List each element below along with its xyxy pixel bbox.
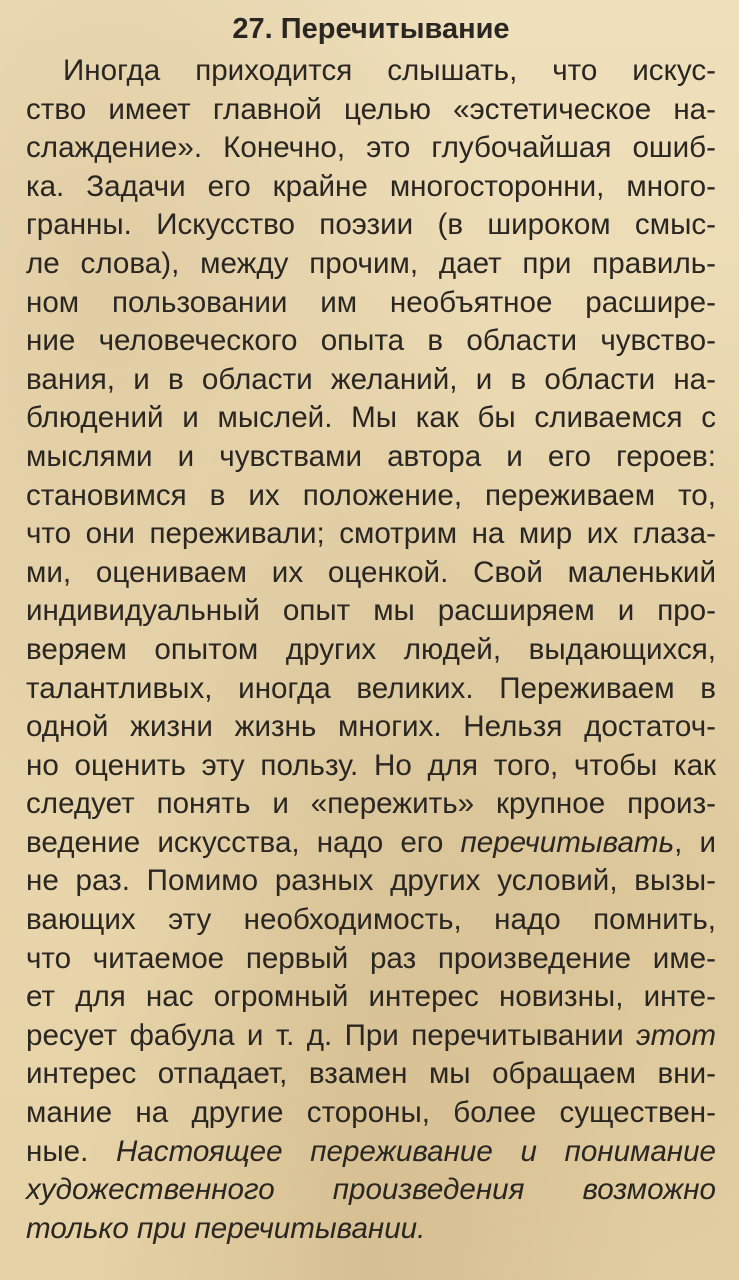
text-run: что они переживали; смотрим на мир их глаза- [26, 517, 716, 551]
text-run: Иногда приходится слышать, что искус- [63, 54, 716, 87]
text-line [26, 361, 716, 400]
text-run: веряем опытом других людей, выдающихся, [26, 632, 716, 666]
text-line [26, 670, 716, 709]
text-line [26, 168, 716, 207]
text-run: вающих эту необходимость, надо помнить, [26, 903, 716, 937]
text-line [26, 245, 716, 284]
text-run: ном пользовании им необъятное расшире- [26, 285, 716, 319]
text-line [26, 129, 716, 168]
text-run: ведение искусства, надо его [26, 825, 461, 859]
text-line [26, 862, 716, 901]
text-line [26, 901, 716, 940]
text-line [26, 785, 716, 824]
text-line [26, 52, 716, 91]
text-line [26, 1133, 716, 1172]
text-run: индивидуальный опыт мы расширяем и про- [26, 594, 716, 628]
emphasis-text: этот [636, 1018, 716, 1052]
text-line [26, 477, 716, 516]
text-line [26, 940, 716, 979]
text-run: ство имеет главной целью «эстетическое на- [26, 92, 716, 126]
emphasis-text: Настоящее переживание и понимание [115, 1134, 716, 1168]
text-line [26, 1171, 716, 1210]
text-run: слаждение». Конечно, это глубочайшая ошиб- [26, 131, 716, 165]
text-run: ные. [26, 1134, 116, 1168]
text-run: одной жизни жизнь многих. Нельзя достаточ- [26, 710, 716, 744]
text-line [26, 1210, 716, 1249]
text-line [26, 708, 716, 747]
text-line [26, 1055, 716, 1094]
text-run: не раз. Помимо разных других условий, вызы- [26, 864, 716, 898]
text-line [26, 1017, 716, 1056]
text-run: , и [674, 825, 716, 859]
text-line [26, 515, 716, 554]
text-run: интерес отпадает, взамен мы обращаем вни- [26, 1057, 716, 1091]
text-run: блюдений и мыслей. Мы как бы сливаемся с [26, 401, 716, 435]
emphasis-text: перечитывать [460, 825, 675, 859]
text-run: мание на другие стороны, более существен- [26, 1096, 716, 1130]
text-run: ми, оцениваем их оценкой. Свой маленький [26, 555, 716, 589]
text-line [26, 1094, 716, 1133]
text-run: но оценить эту пользу. Но для того, чтобы как [26, 748, 716, 782]
text-run: ле слова), между прочим, дает при правиль- [26, 246, 716, 280]
text-line [26, 554, 716, 593]
document-page [26, 6, 716, 1248]
text-line [26, 206, 716, 245]
text-run: гранны. Искусство поэзии (в широком смыс- [26, 208, 716, 242]
emphasis-text: художественного произведения возможно [26, 1173, 716, 1207]
text-run: талантливых, иногда великих. Переживаем в [26, 671, 716, 705]
text-line [26, 399, 716, 438]
chapter-body [26, 52, 716, 1248]
text-run: ние человеческого опыта в области чувство- [26, 324, 716, 358]
chapter-title: 27. Перечитывание [232, 13, 510, 45]
emphasis-text: только при перечитывании. [26, 1211, 426, 1245]
text-line [26, 592, 716, 631]
text-run: ресует фабула и т. д. При перечитывании [26, 1018, 637, 1052]
text-run: вания, и в области желаний, и в области на- [26, 362, 716, 396]
text-line [26, 631, 716, 670]
text-line [26, 284, 716, 323]
text-run: ка. Задачи его крайне многосторонни, много- [26, 169, 716, 203]
text-run: ет для нас огромный интерес новизны, инте- [26, 980, 716, 1014]
text-run: мыслями и чувствами автора и его героев: [26, 439, 716, 473]
text-run: что читаемое первый раз произведение име- [26, 941, 716, 975]
text-line [26, 747, 716, 786]
text-line [26, 91, 716, 130]
text-line [26, 438, 716, 477]
text-run: становимся в их положение, переживаем то, [26, 478, 716, 512]
text-line [26, 978, 716, 1017]
text-run: следует понять и «пережить» крупное произ- [26, 787, 716, 821]
text-line [26, 824, 716, 863]
text-line [26, 322, 716, 361]
